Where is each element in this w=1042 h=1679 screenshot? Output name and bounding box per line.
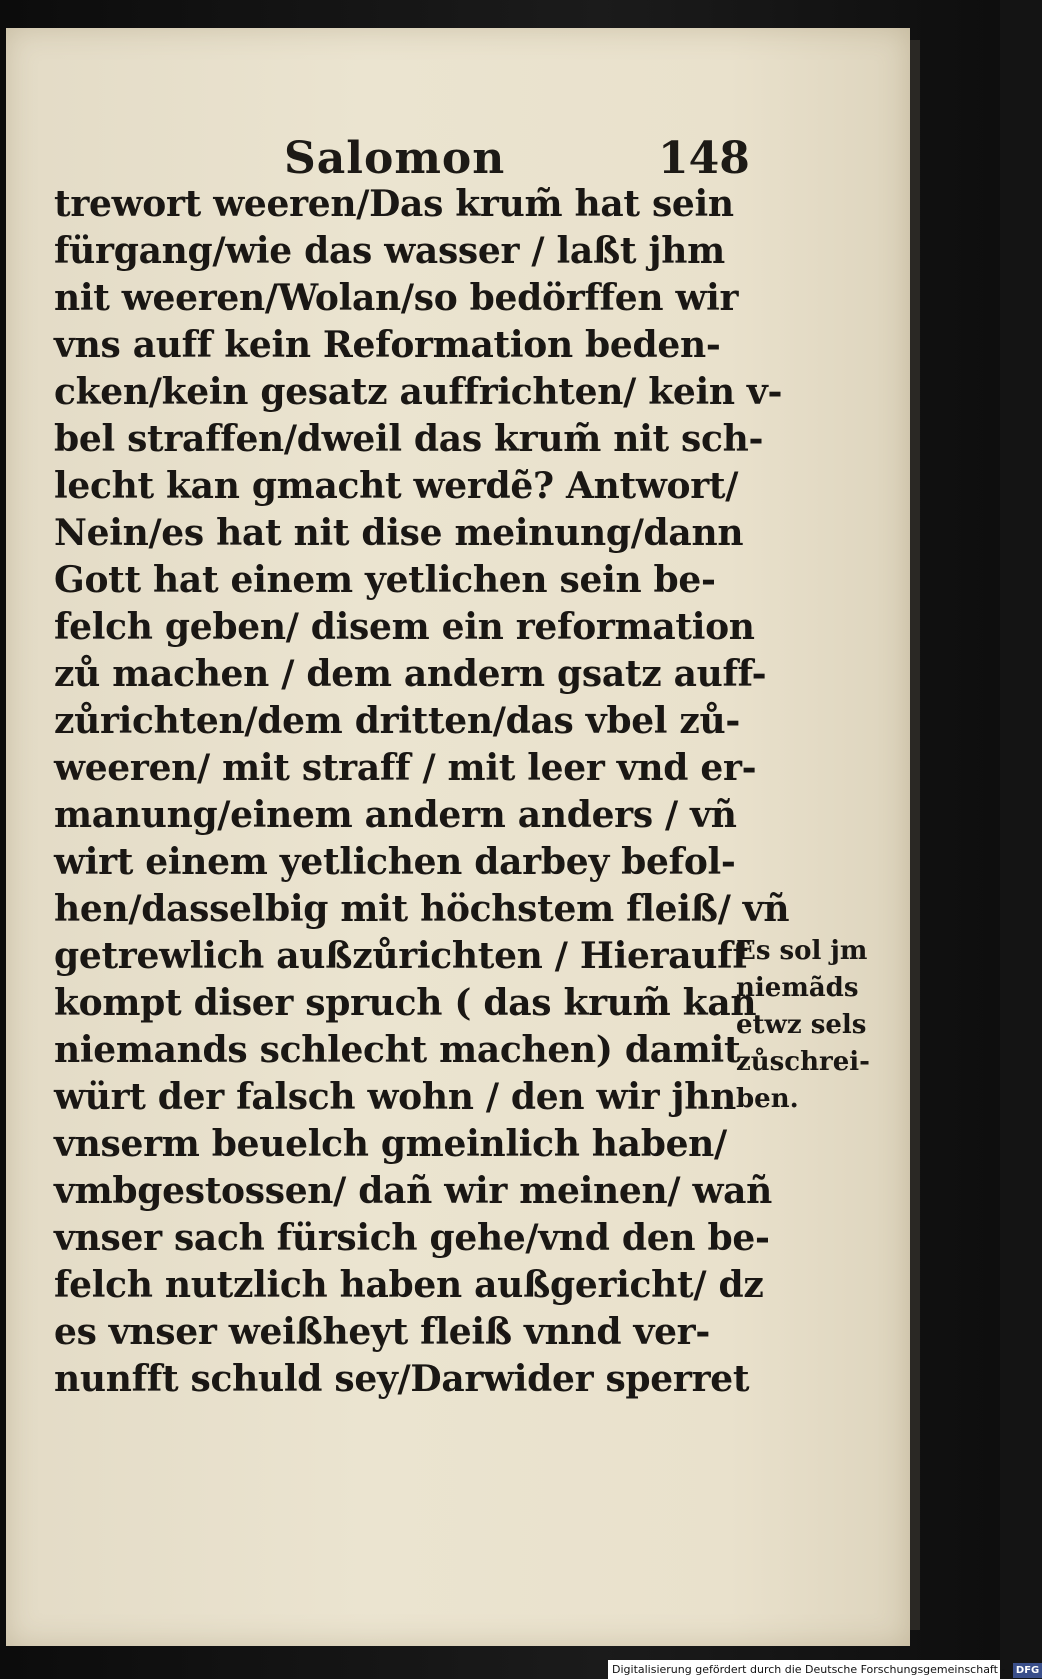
text-line: manung/einem andern anders / vñ [54,794,737,836]
page-edge [910,40,920,1630]
book-page [6,28,910,1646]
text-line: weeren/ mit straff / mit leer vnd er- [54,747,757,789]
text-line: lecht kan gmacht werdẽ? Antwort/ [54,465,739,507]
text-line: vmbgestossen/ dañ wir meinen/ wañ [54,1170,773,1212]
marginal-note-line: niemãds [736,973,859,1003]
credit-text: Digitalisierung gefördert durch die Deutsche Forschungsgemeinschaft - [612,1663,1006,1676]
text-line: es vnser weißheyt fleiß vnnd ver- [54,1311,710,1353]
text-line: bel straffen/dweil das krum̃ nit sch- [54,418,764,460]
marginal-note-line: ben. [736,1084,799,1114]
body-text [54,181,790,1403]
page-number: 148 [658,133,750,184]
text-line: hen/dasselbig mit höchstem fleiß/ vñ [54,888,790,930]
marginal-note [736,933,876,1118]
text-line: nunfft schuld sey/Darwider sperret [54,1358,750,1400]
text-line: Gott hat einem yetlichen sein be- [54,559,716,601]
text-line: kompt diser spruch ( das krum̃ kan [54,982,757,1024]
text-line: vnser sach fürsich gehe/vnd den be- [54,1217,770,1259]
text-line: würt der falsch wohn / den wir jhn [54,1076,736,1118]
text-line: vnserm beuelch gmeinlich haben/ [54,1123,727,1165]
text-line: zůrichten/dem dritten/das vbel zů- [54,700,741,742]
text-line: fürgang/wie das wasser / laßt jhm [54,230,725,272]
text-line: felch geben/ disem ein reformation [54,606,755,648]
text-line: Nein/es hat nit dise meinung/dann [54,512,744,554]
text-line: felch nutzlich haben außgericht/ dz [54,1264,764,1306]
marginal-note-line: Es sol jm [736,936,868,966]
text-line: vns auff kein Reformation beden- [54,324,721,366]
digitization-credit [608,1660,1040,1679]
text-line: cken/kein gesatz auffrichten/ kein v- [54,371,783,413]
text-line: niemands schlecht machen) damit [54,1029,741,1071]
text-line: trewort weeren/Das krum̃ hat sein [54,183,734,225]
marginal-note-line: etwz sels [736,1010,867,1040]
text-line: zů machen / dem andern gsatz auff- [54,653,767,695]
marginal-note-line: zůschrei- [736,1047,870,1077]
text-line: getrewlich außzůrichten / Hierauff [54,935,748,977]
text-line: wirt einem yetlichen darbey befol- [54,841,736,883]
dfg-logo: DFG [1013,1663,1042,1678]
text-line: nit weeren/Wolan/so bedörffen wir [54,277,739,319]
running-head: Salomon [284,133,506,184]
